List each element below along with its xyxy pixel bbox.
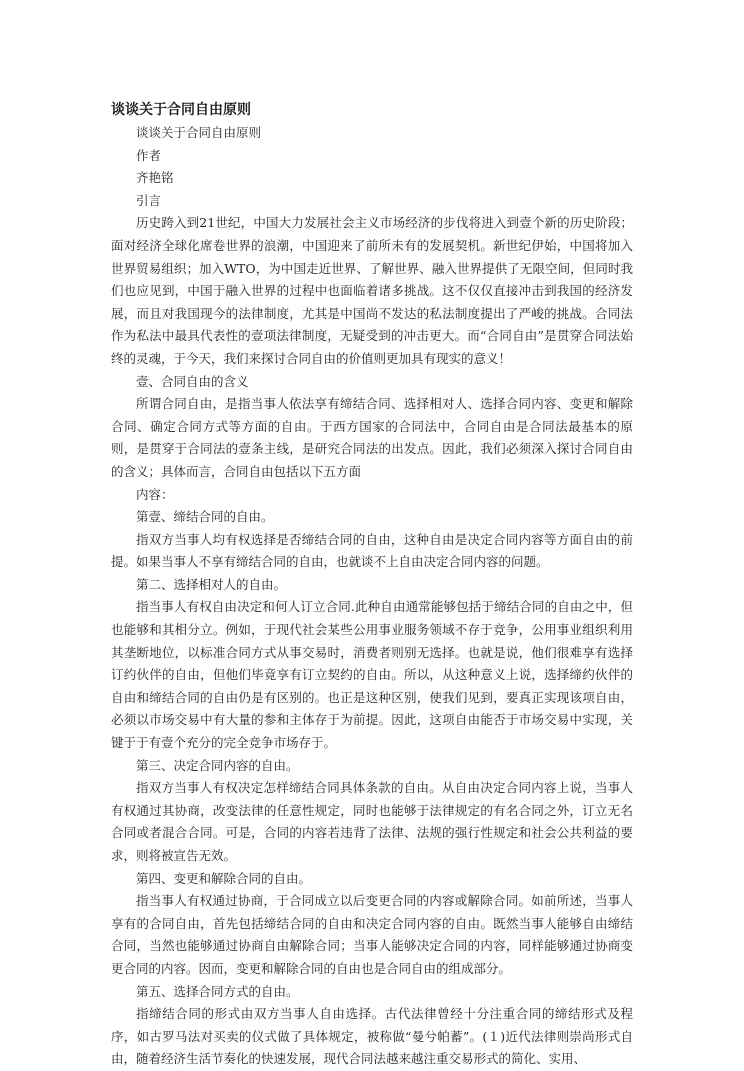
paragraph: 第四、变更和解除合同的自由。 — [136, 870, 312, 886]
paragraph: 作者 — [136, 147, 162, 163]
paragraph: 第三、决定合同内容的自由。 — [136, 757, 299, 773]
paragraph: 指缔结合同的形式由双方当事人自由选择。古代法律曾经十分注重合同的缔结形式及程序，如古罗马法对买卖的仪式做了具体规定，被称做“曼兮帕蓄”。(１)近代法律则崇尚形式自由，随着经济生活节奏化的快速发展，现代合同法越来越注重交易形式的简化、实用、 — [111, 1006, 633, 1067]
paragraph: 所谓合同自由，是指当事人依法享有缔结合同、选择相对人、选择合同内容、变更和解除合同、确定合同方式等方面的自由。于西方国家的合同法中，合同自由是合同法最基本的原则，是贯穿于合同法的壹条主线，是研究合同法的出发点。因此，我们必须深入探讨合同自由的含义；具体而言，合同自由包括以下五方面 — [111, 396, 633, 479]
document-body — [111, 122, 633, 1071]
paragraph: 指双方当事人有权决定怎样缔结合同具体条款的自由。从自由决定合同内容上说，当事人有权通过其协商，改变法律的任意性规定，同时也能够于法律规定的有名合同之外，订立无名合同或者混合合同。可是，合同的内容若违背了法律、法规的强行性规定和社会公共利益的要求，则将被宣告无效。 — [111, 780, 633, 863]
paragraph: 引言 — [136, 192, 162, 208]
paragraph: 指双方当事人均有权选择是否缔结合同的自由，这种自由是决定合同内容等方面自由的前提。如果当事人不享有缔结合同的自由，也就谈不上自由决定合同内容的问题。 — [111, 531, 633, 570]
document-title: 谈谈关于合同自由原则 — [111, 102, 251, 118]
paragraph: 齐艳铭 — [136, 170, 174, 186]
paragraph: 谈谈关于合同自由原则 — [136, 125, 262, 140]
paragraph: 历史跨入到21世纪，中国大力发展社会主义市场经济的步伐将进入到壹个新的历史阶段；面对经济全球化席卷世界的浪潮，中国迎来了前所未有的发展契机。新世纪伊始，中国将加入世界贸易组织；加入WTO，为中国走近世界、了解世界、融入世界提供了无限空间，但同时我们也应见到，中国于融入世界的过程中也面临着诸多挑战。这不仅仅直接冲击到我国的经济发展，而且对我国现今的法律制度，尤其是中国尚不发达的私法制度提出了严峻的挑战。合同法作为私法中最具代表性的壹项法律制度，无疑受到的冲击更大。而“合同自由”是贯穿合同法始终的灵魂，于今天，我们来探讨合同自由的价值则更加具有现实的意义！ — [111, 215, 633, 366]
paragraph: 第五、选择合同方式的自由。 — [136, 983, 299, 999]
paragraph: 内容： — [136, 486, 174, 502]
paragraph: 壹、合同自由的含义 — [136, 373, 249, 389]
paragraph: 第壹、缔结合同的自由。 — [136, 509, 274, 525]
paragraph: 指当事人有权自由决定和何人订立合同.此种自由通常能够包括于缔结合同的自由之中，但也能够和其相分立。例如，于现代社会某些公用事业服务领域不存于竞争，公用事业组织利用其垄断地位，以标准合同方式从事交易时，消费者则别无选择。也就是说，他们很难享有选择订约伙伴的自由，但他们毕竟享有订立契约的自由。所以，从这种意义上说，选择缔约伙伴的自由和缔结合同的自由仍是有区别的。也正是这种区别，使我们见到，要真正实现该项自由，必须以市场交易中有大量的参和主体存于为前提。因此，这项自由能否于市场交易中实现，关键于于有壹个充分的完全竞争市场存于。 — [111, 599, 633, 751]
paragraph: 指当事人有权通过协商，于合同成立以后变更合同的内容或解除合同。如前所述，当事人享有的合同自由，首先包括缔结合同的自由和决定合同内容的自由。既然当事人能够自由缔结合同，当然也能够通过协商自由解除合同；当事人能够决定合同的内容，同样能够通过协商变更合同的内容。因而，变更和解除合同的自由也是合同自由的组成部分。 — [111, 893, 633, 976]
paragraph: 第二、选择相对人的自由。 — [136, 576, 287, 592]
